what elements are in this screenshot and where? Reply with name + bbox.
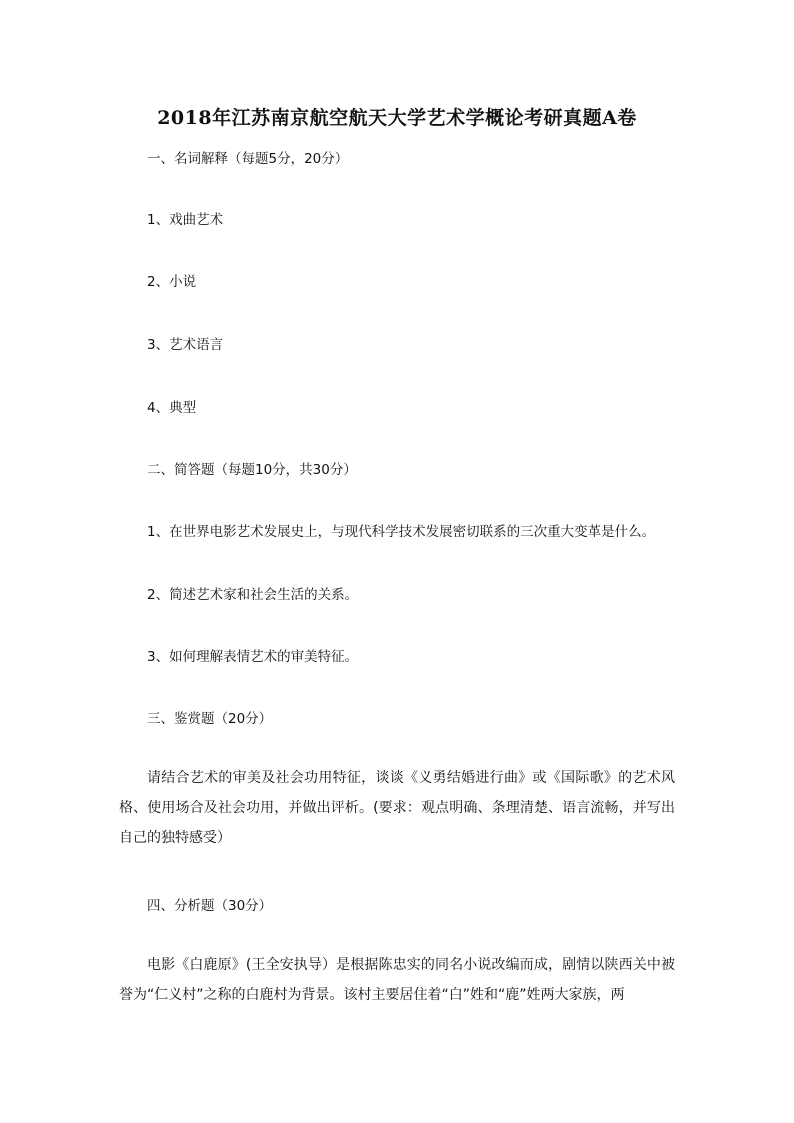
section1-item-3: 3、艺术语言 <box>147 337 224 353</box>
section2-item-3: 3、如何理解表情艺术的审美特征。 <box>147 649 359 665</box>
page-title: 2018年江苏南京航空航天大学艺术学概论考研真题A卷 <box>157 107 637 129</box>
section3-paragraph: 请结合艺术的审美及社会功用特征，谈谈《义勇结婚进行曲》或《国际歌》的艺术风格、使用场合及社会功用，并做出评析。(要求：观点明确、条理清楚、语言流畅，并写出自己的独特感受） <box>119 770 675 846</box>
section2-heading: 二、简答题（每题10分，共30分） <box>147 462 357 478</box>
section4-paragraph: 电影《白鹿原》(王全安执导）是根据陈忠实的同名小说改编而成，剧情以陕西关中被誉为“仁义村”之称的白鹿村为背景。该村主要居住着“白”姓和“鹿”姓两大家族，两 <box>119 957 675 1003</box>
section3-heading: 三、鉴赏题（20分） <box>147 711 273 727</box>
section4-heading: 四、分析题（30分） <box>147 898 273 914</box>
section2-item-2: 2、简述艺术家和社会生活的关系。 <box>147 587 359 603</box>
section2-item-1: 1、在世界电影艺术发展史上，与现代科学技术发展密切联系的三次重大变革是什么。 <box>147 524 656 540</box>
section1-item-4: 4、典型 <box>147 400 197 416</box>
section1-item-1: 1、戏曲艺术 <box>147 212 224 228</box>
section1-item-2: 2、小说 <box>147 274 197 290</box>
section1-heading: 一、名词解释（每题5分，20分） <box>147 151 349 167</box>
